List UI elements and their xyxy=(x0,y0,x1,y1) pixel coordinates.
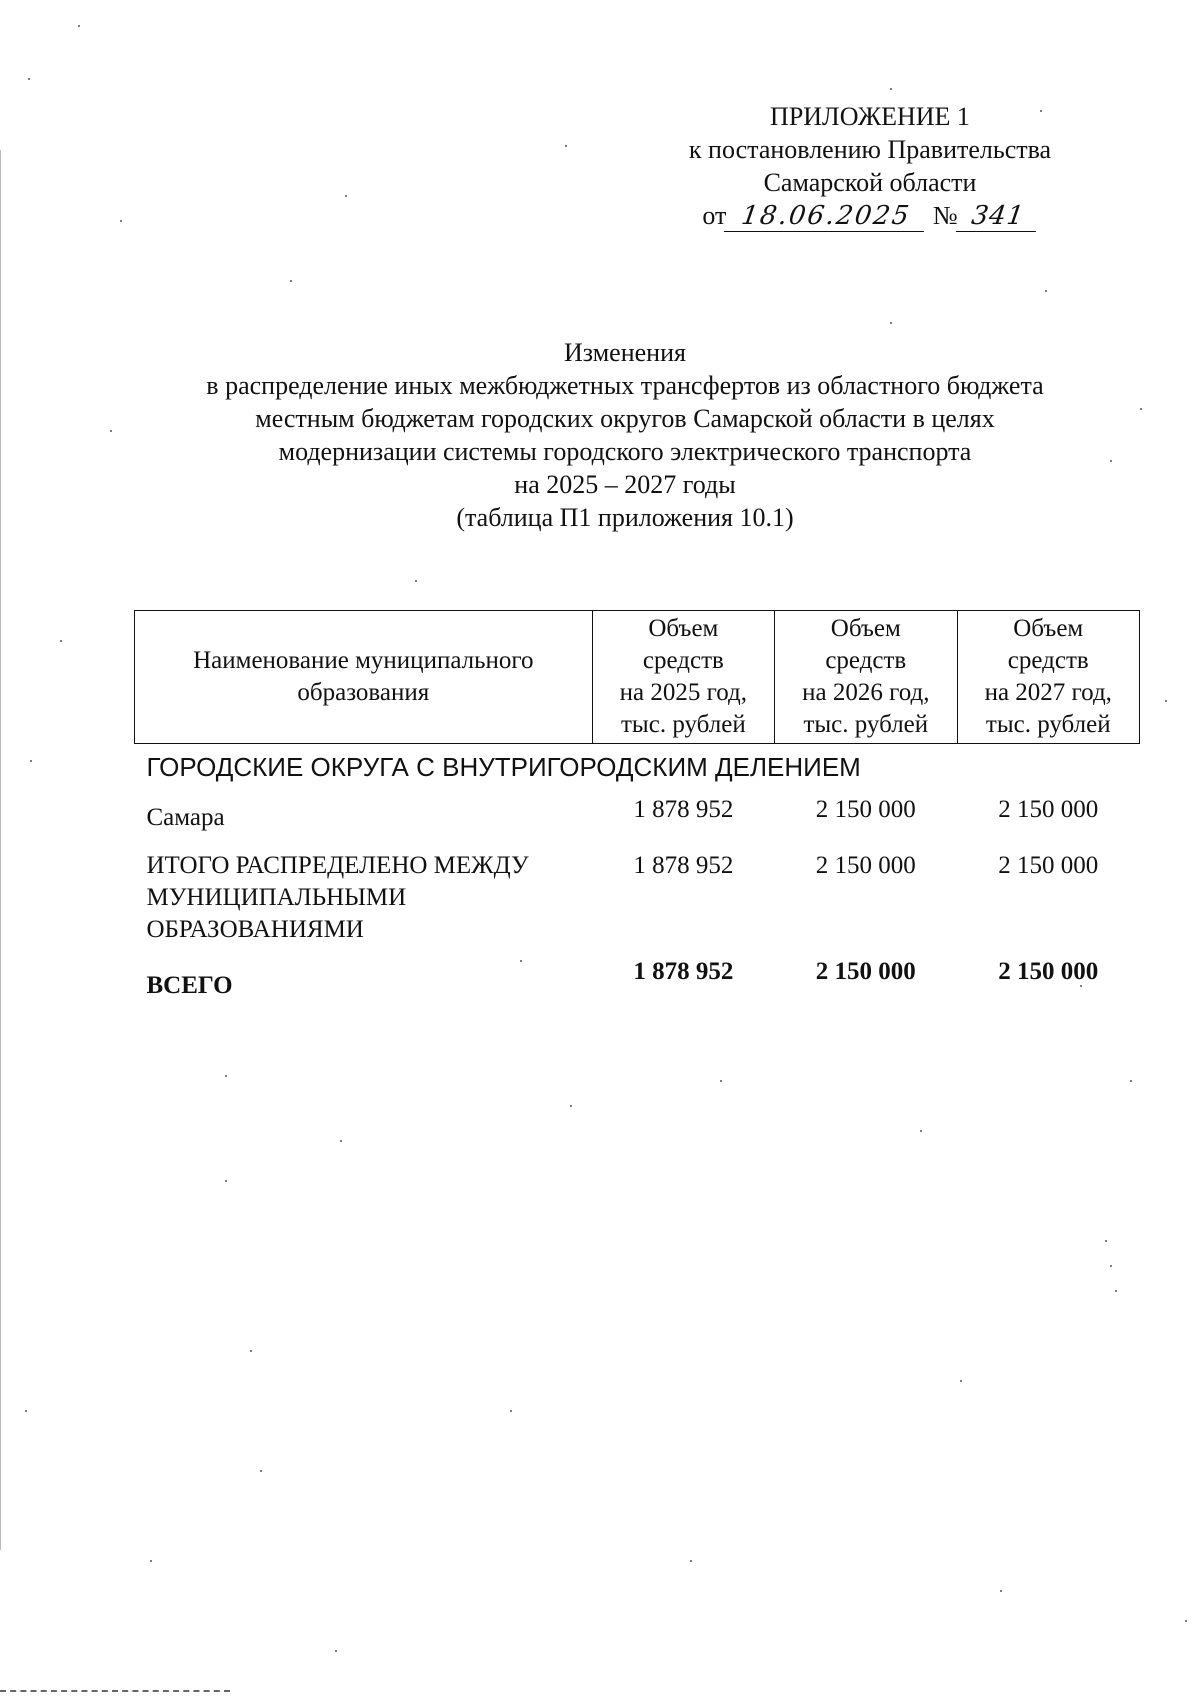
section-row xyxy=(135,744,1140,793)
scan-speck xyxy=(1130,1080,1132,1082)
scan-speck xyxy=(28,78,30,80)
scan-speck xyxy=(120,220,122,222)
scan-speck xyxy=(260,1470,262,1472)
table-header-row xyxy=(135,611,1140,744)
scan-speck xyxy=(960,1380,962,1382)
heading-line-5: (таблица П1 приложения 10.1) xyxy=(456,503,794,532)
row-value-2026: 2 150 000 xyxy=(815,852,916,879)
heading-line-3: модернизации системы городского электрического транспорта xyxy=(278,437,972,466)
scan-speck xyxy=(1110,1265,1112,1267)
handwritten-date: 18.06.2025 xyxy=(724,201,928,232)
scan-speck xyxy=(1045,290,1047,292)
header-2026-line: Объем xyxy=(830,615,901,642)
scan-speck xyxy=(1000,1590,1002,1592)
scan-speck xyxy=(1185,1620,1187,1622)
header-2025 xyxy=(592,611,774,744)
scan-speck xyxy=(570,1105,572,1107)
section-title: ГОРОДСКИЕ ОКРУГА С ВНУТРИГОРОДСКИМ ДЕЛЕНИЕМ xyxy=(146,752,861,782)
row-value-2025: 1 878 952 xyxy=(633,852,734,879)
appendix-region-line: Самарской области xyxy=(763,168,977,197)
number-prefix: № xyxy=(932,201,958,230)
row-value-2025: 1 878 952 xyxy=(633,796,734,823)
scan-speck xyxy=(250,1350,252,1352)
date-prefix: от xyxy=(702,201,727,230)
scan-edge-line xyxy=(0,150,1,1550)
row-name: Самара xyxy=(146,804,225,831)
scan-speck xyxy=(1140,408,1142,410)
row-value-2027: 2 150 000 xyxy=(998,852,1099,879)
scan-speck xyxy=(415,580,417,582)
heading-line-2: местным бюджетам городских округов Самарской области в целях xyxy=(255,404,995,433)
appendix-block xyxy=(660,100,1080,232)
scan-speck xyxy=(345,195,347,197)
transfers-table xyxy=(134,610,1140,1000)
scan-speck xyxy=(225,1075,227,1077)
header-2025-line: на 2025 год, xyxy=(619,679,748,706)
table-total-row xyxy=(135,954,1140,1000)
header-2027-line: средств xyxy=(1007,647,1089,674)
scan-speck xyxy=(890,88,892,90)
scan-speck xyxy=(150,1560,152,1562)
header-2025-line: средств xyxy=(642,647,724,674)
scan-speck xyxy=(78,25,80,27)
scan-speck xyxy=(30,760,32,762)
scan-speck xyxy=(890,322,892,324)
row-value-2026: 2 150 000 xyxy=(815,958,916,985)
scan-speck xyxy=(340,1140,342,1142)
scan-speck xyxy=(335,1650,337,1652)
table-row xyxy=(135,792,1140,848)
scan-speck xyxy=(60,640,62,642)
scan-speck xyxy=(1105,1240,1107,1242)
row-value-2025: 1 878 952 xyxy=(633,958,734,985)
scan-speck xyxy=(920,1130,922,1132)
appendix-title: ПРИЛОЖЕНИЕ 1 xyxy=(770,102,970,131)
scan-speck xyxy=(720,1080,722,1082)
scan-speck xyxy=(1165,700,1167,702)
scan-speck xyxy=(565,145,567,147)
scan-speck xyxy=(690,1560,692,1562)
header-2026 xyxy=(775,611,957,744)
header-2026-line: средств xyxy=(825,647,907,674)
header-2027-line: на 2027 год, xyxy=(984,679,1112,706)
document-heading xyxy=(130,336,1120,534)
row-name: ВСЕГО xyxy=(146,972,233,999)
scan-speck xyxy=(510,1410,512,1412)
header-2026-line: тыс. рублей xyxy=(803,711,929,738)
header-municipality: Наименование муниципального образования xyxy=(135,611,593,744)
handwritten-number: 341 xyxy=(955,201,1039,232)
heading-line-1: в распределение иных межбюджетных трансфертов из областного бюджета xyxy=(206,371,1044,400)
appendix-decree-line: к постановлению Правительства xyxy=(688,135,1052,164)
scan-speck xyxy=(225,1180,227,1182)
row-value-2027: 2 150 000 xyxy=(998,958,1099,985)
header-2026-line: на 2026 год, xyxy=(802,679,930,706)
row-value-2026: 2 150 000 xyxy=(815,796,916,823)
header-2025-line: тыс. рублей xyxy=(621,711,746,738)
heading-title: Изменения xyxy=(564,338,686,367)
header-2025-line: Объем xyxy=(648,615,719,642)
row-name: ИТОГО РАСПРЕДЕЛЕНО МЕЖДУ МУНИЦИПАЛЬНЫМИ ОБРАЗОВАНИЯМИ xyxy=(146,852,529,943)
row-value-2027: 2 150 000 xyxy=(998,796,1099,823)
appendix-date-number-line xyxy=(660,199,1080,232)
scan-speck xyxy=(110,430,112,432)
table-row xyxy=(135,848,1140,954)
heading-line-4: на 2025 – 2027 годы xyxy=(514,470,736,499)
scan-bottom-dashes xyxy=(0,1690,230,1692)
scan-speck xyxy=(25,1410,27,1412)
header-2027 xyxy=(957,611,1139,744)
header-2027-line: тыс. рублей xyxy=(985,711,1111,738)
header-2027-line: Объем xyxy=(1013,615,1084,642)
scan-speck xyxy=(290,280,292,282)
scan-speck xyxy=(1115,1290,1117,1292)
